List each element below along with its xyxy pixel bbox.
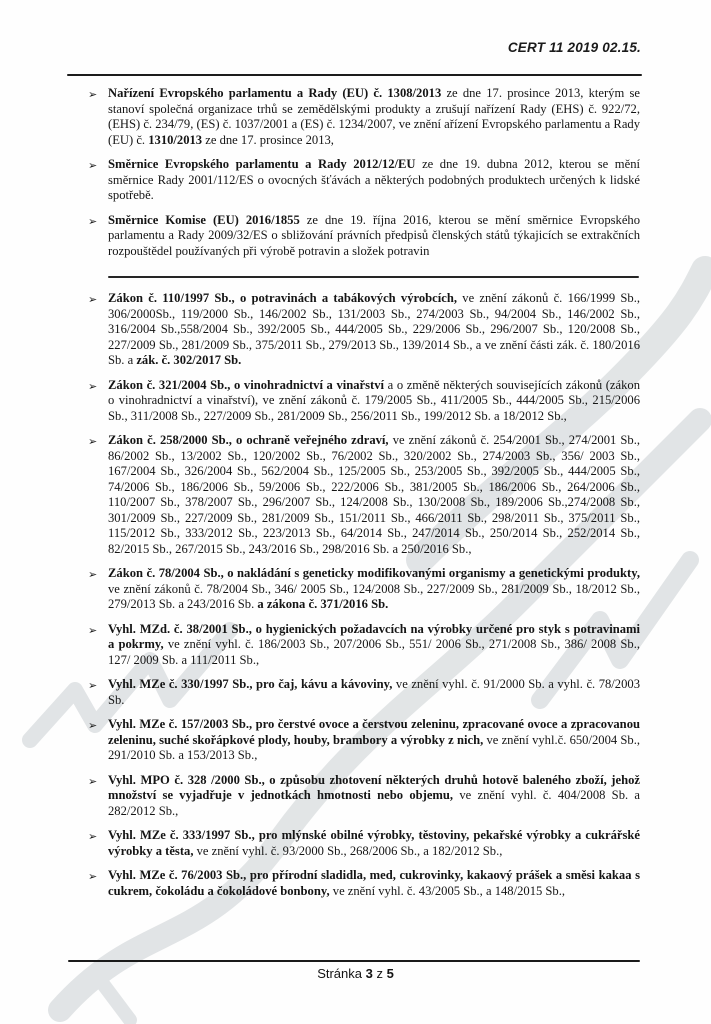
list-item — [88, 433, 640, 557]
arrow-bullet-icon: ➢ — [88, 379, 98, 393]
list-item — [88, 868, 640, 899]
page-number-footer — [0, 966, 711, 981]
section-eu-legislation — [88, 86, 640, 259]
list-item-text: Vyhl. MZe č. 157/2003 Sb., pro čerstvé ovoce a čerstvou zeleninu, zpracované ovoce a zpracovanou zeleninu, suché skořápkové plody, houby, brambory a výrobky z nich, ve znění vyhl.č. 650/2004 Sb., 291/2010 Sb. a 153/2013 Sb., — [108, 717, 640, 762]
list-item — [88, 157, 640, 204]
list-item — [88, 622, 640, 669]
arrow-bullet-icon: ➢ — [88, 870, 98, 883]
list-item-text: Směrnice Komise (EU) 2016/1855 ze dne 19. října 2016, kterou se mění směrnice Evropského parlamentu a Rady 2009/32/ES o sbližování právních předpisů členských států týkajicích se extrakčních rozpouštědel používaných při výrobě potravin a složek potravin — [108, 212, 640, 258]
list-item-text: Směrnice Evropského parlamentu a Rady 2012/12/EU ze dne 19. dubna 2012, kterou se mění směrnice Rady 2001/112/ES o ovocných šťávách a některých podobných produktech určených k lidské spotřebě. — [108, 157, 640, 202]
list-item-text: Zákon č. 321/2004 Sb., o vinohradnictví a vinařství a o změně některých souvisejících zákonů (zákon o vinohradnictví a vinařství), ve znění zákonů č. 179/2005 Sb., 411/2005 Sb., 444/2005 Sb., 215/2006 Sb., 311/2008 Sb., 227/2009 Sb., 281/2009 Sb., 256/2011 Sb., 199/2012 Sb. a 18/2012 Sb., — [108, 377, 640, 423]
list-item — [88, 291, 640, 369]
section-divider — [108, 276, 639, 278]
header-divider — [67, 74, 642, 76]
list-item-text: Zákon č. 78/2004 Sb., o nakládání s geneticky modifikovanými organismy a genetickými produkty, ve znění zákonů č. 78/2004 Sb., 346/ 2005 Sb., 124/2008 Sb., 227/2009 Sb., 281/2009 Sb., 18/2012 Sb., 279/2013 Sb. a 243/2016 Sb. a zákona č. 371/2016 Sb. — [108, 566, 640, 611]
arrow-bullet-icon: ➢ — [88, 293, 98, 306]
arrow-bullet-icon: ➢ — [88, 214, 98, 228]
arrow-bullet-icon: ➢ — [88, 159, 98, 172]
list-item-text: Zákon č. 258/2000 Sb., o ochraně veřejného zdraví, ve znění zákonů č. 254/2001 Sb., 274/2001 Sb., 86/2002 Sb., 13/2002 Sb., 120/2002 Sb., 76/2002 Sb., 320/2002 Sb., 274/2003 Sb., 356/ 2003 Sb., 167/2004 Sb., 326/2004 Sb., 562/2004 Sb., 125/2005 Sb., 253/2005 Sb., 392/2005 Sb., 444/2005 Sb., 74/2006 Sb., 186/2006 Sb., 59/2006 Sb., 222/2006 Sb., 381/2005 Sb., 186/2006 Sb., 264/2006 Sb., 110/2007 Sb., 378/2007 Sb., 296/2007 Sb., 124/2008 Sb., 130/2008 Sb., 189/2006 Sb.,274/2008 Sb., 301/2009 Sb., 227/2009 Sb., 281/2009 Sb., 151/2011 Sb., 466/2011 Sb., 298/2011 Sb., 375/2011 Sb., 115/2012 Sb., 333/2012 Sb., 223/2013 Sb., 64/2014 Sb., 247/2014 Sb., 250/2014 Sb., 252/2014 Sb., 82/2015 Sb., 267/2015 Sb., 243/2016 Sb., 298/2016 Sb. a 250/2016 Sb., — [108, 433, 641, 556]
list-item — [88, 828, 640, 859]
document-code: CERT 11 2019 02.15. — [507, 40, 641, 55]
arrow-bullet-icon: ➢ — [88, 679, 98, 692]
arrow-bullet-icon: ➢ — [88, 88, 98, 101]
arrow-bullet-icon: ➢ — [88, 830, 98, 843]
arrow-bullet-icon: ➢ — [88, 435, 98, 448]
footer-prefix: Stránka — [317, 966, 366, 981]
footer-separator: z — [372, 966, 387, 981]
list-item-text: Vyhl. MZe č. 333/1997 Sb., pro mlýnské obilné výrobky, těstoviny, pekařské výrobky a cukrářské výrobky a těsta, ve znění vyhl. č. 93/2000 Sb., 268/2006 Sb., a 182/2012 Sb., — [108, 828, 640, 858]
arrow-bullet-icon: ➢ — [88, 623, 98, 637]
legislation-list — [88, 86, 640, 908]
list-item — [88, 773, 640, 820]
footer-total-pages: 5 — [386, 966, 394, 981]
arrow-bullet-icon: ➢ — [88, 719, 98, 732]
list-item — [88, 717, 640, 764]
list-item-text: Vyhl. MZd. č. 38/2001 Sb., o hygienických požadavcích na výrobky určené pro styk s potravinami a pokrmy, ve znění vyhl. č. 186/2003 Sb., 207/2006 Sb., 551/ 2006 Sb., 271/2008 Sb., 386/ 2008 Sb., 127/ 2009 Sb. a 111/2011 Sb., — [108, 621, 640, 667]
list-item — [88, 566, 640, 613]
list-item-text: Vyhl. MZe č. 330/1997 Sb., pro čaj, kávu a kávoviny, ve znění vyhl. č. 91/2000 Sb. a vyhl. č. 78/2003 Sb. — [108, 677, 640, 707]
list-item — [88, 213, 640, 260]
footer-divider — [68, 960, 640, 962]
list-item-text: Vyhl. MPO č. 328 /2000 Sb., o způsobu zhotovení některých druhů hotově baleného zboží, jehož množství se vyjadřuje v jednotkách hmotnosti nebo objemu, ve znění vyhl. č. 404/2008 Sb. a 282/2012 Sb., — [108, 772, 640, 818]
list-item-text: Vyhl. MZe č. 76/2003 Sb., pro přírodní sladidla, med, cukrovinky, kakaový prášek a směsi kakaa s cukrem, čokoládu a čokoládové bonbony, ve znění vyhl. č. 43/2005 Sb., a 148/2015 Sb., — [108, 868, 640, 898]
footer-page-number: 3 — [365, 966, 373, 981]
section-national-legislation — [88, 291, 640, 899]
list-item-text: Nařízení Evropského parlamentu a Rady (EU) č. 1308/2013 ze dne 17. prosince 2013, kterým se stanoví společná organizace trhů se zemědělskými produkty a zrušují nařízení Rady (EHS) č. 922/72, (EHS) č. 234/79, (ES) č. 1037/2001 a (ES) č. 1234/2007, ve znění ařízení Evropského parlamentu a Rady (EU) č. 1310/2013 ze dne 17. prosince 2013, — [108, 86, 640, 147]
list-item — [88, 677, 640, 708]
arrow-bullet-icon: ➢ — [88, 568, 98, 581]
list-item-text: Zákon č. 110/1997 Sb., o potravinách a tabákových výrobcích, ve znění zákonů č. 166/1999 Sb., 306/2000Sb., 119/2000 Sb., 146/2002 Sb., 131/2003 Sb., 274/2003 Sb., 94/2004 Sb., 146/2002 Sb., 316/2004 Sb.,558/2004 Sb., 392/2005 Sb., 444/2005 Sb., 229/2006 Sb., 296/2007 Sb., 120/2008 Sb., 227/2009 Sb., 281/2009 Sb., 375/2011 Sb., 279/2013 Sb., 139/2014 Sb., a ve znění části zák. č. 180/2016 Sb. a zák. č. 302/2017 Sb. — [108, 291, 641, 367]
list-item — [88, 378, 640, 425]
list-item — [88, 86, 640, 148]
arrow-bullet-icon: ➢ — [88, 774, 98, 788]
